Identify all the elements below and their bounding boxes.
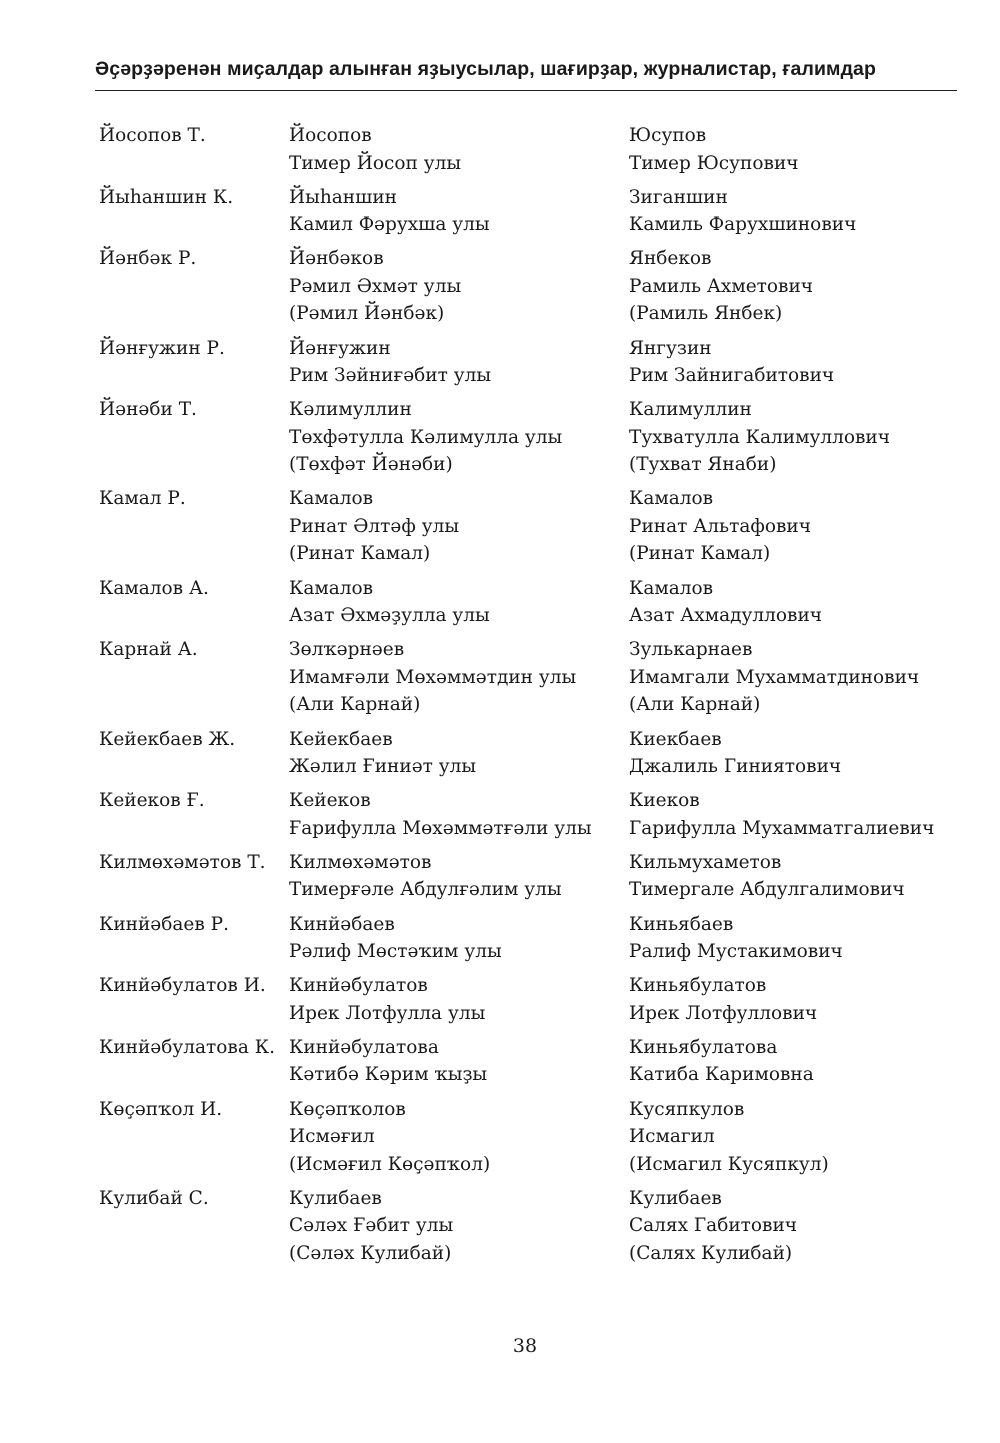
bashkir-full-name <box>289 335 629 390</box>
bashkir-name-line: Имамғәли Мөхәммәтдин улы <box>289 666 577 688</box>
russian-name-line: Камалов <box>629 488 714 510</box>
russian-name-line: (Салях Кулибай) <box>629 1242 793 1264</box>
russian-name-line: Кулибаев <box>629 1187 722 1209</box>
list-item <box>99 972 979 1027</box>
bashkir-full-name <box>289 1034 629 1089</box>
russian-name-line: (Али Карнай) <box>629 694 761 716</box>
bashkir-name-line: Ғарифулла Мөхәммәтғәли улы <box>289 817 592 839</box>
bashkir-name-line: Тимерғәле Абдулғәлим улы <box>289 879 562 901</box>
name-list <box>99 122 979 1274</box>
list-item <box>99 184 979 239</box>
russian-full-name <box>629 575 822 630</box>
russian-full-name <box>629 1185 797 1268</box>
russian-full-name <box>629 1096 829 1179</box>
russian-name-line: Кусяпкулов <box>629 1098 745 1120</box>
bashkir-name-line: Кулибаев <box>289 1187 382 1209</box>
russian-name-line: Тимер Юсупович <box>629 152 799 174</box>
bashkir-name-line: Рәмил Әхмәт улы <box>289 275 462 297</box>
russian-name-line: (Рамиль Янбек) <box>629 303 783 325</box>
page-header: Әҫәрҙәренән миҫалдар алынған яҙыусылар, шағирҙар, журналистар, ғалимдар <box>95 58 877 80</box>
list-item <box>99 726 979 781</box>
list-item <box>99 122 979 177</box>
russian-name-line: Ралиф Мустакимович <box>629 941 843 963</box>
bashkir-name-line: Азат Әхмәҙулла улы <box>289 605 490 627</box>
bashkir-full-name <box>289 911 629 966</box>
bashkir-full-name <box>289 1185 629 1268</box>
list-item <box>99 335 979 390</box>
short-name: Йыһаншин К. <box>99 186 234 208</box>
russian-name-line: Тимергале Абдулгалимович <box>629 879 905 901</box>
list-item <box>99 485 979 568</box>
short-name: Кинйәбаев Р. <box>99 913 229 935</box>
bashkir-name-line: Ирек Лотфулла улы <box>289 1002 486 1024</box>
bashkir-name-line: Килмөхәмәтов <box>289 851 432 873</box>
russian-name-line: Гарифулла Мухамматгалиевич <box>629 817 935 839</box>
list-item <box>99 787 979 842</box>
bashkir-full-name <box>289 726 629 781</box>
russian-name-line: Тухватулла Калимуллович <box>629 426 890 448</box>
list-item <box>99 1185 979 1268</box>
bashkir-full-name <box>289 575 629 630</box>
russian-name-line: Киньябулатов <box>629 975 767 997</box>
bashkir-name-line: Кинйәбулатов <box>289 975 428 997</box>
bashkir-name-line: (Али Карнай) <box>289 694 421 716</box>
russian-name-line: Юсупов <box>629 125 707 146</box>
russian-name-line: Кильмухаметов <box>629 851 782 873</box>
short-name: Кейеков Ғ. <box>99 790 205 812</box>
list-item <box>99 849 979 904</box>
bashkir-name-line: Кәлимуллин <box>289 399 412 421</box>
russian-full-name <box>629 726 841 781</box>
russian-full-name <box>629 1034 814 1089</box>
russian-name-line: Калимуллин <box>629 399 752 421</box>
bashkir-name-line: Йосопов <box>289 125 372 146</box>
bashkir-name-line: Кинйәбаев <box>289 913 395 935</box>
header-divider <box>95 90 957 91</box>
russian-full-name <box>629 636 919 719</box>
russian-name-line: Янбеков <box>629 248 712 270</box>
russian-name-line: Киеков <box>629 790 700 812</box>
russian-name-line: Киньябаев <box>629 913 734 935</box>
bashkir-name-line: (Төхфәт Йәнәби) <box>289 454 453 476</box>
bashkir-name-line: Сәләх Ғәбит улы <box>289 1215 454 1237</box>
russian-full-name <box>629 335 834 390</box>
short-name: Камалов А. <box>99 577 209 599</box>
bashkir-name-line: Кейекбаев <box>289 728 393 750</box>
bashkir-name-line: Кәтибә Кәрим ҡыҙы <box>289 1064 488 1086</box>
bashkir-full-name <box>289 787 629 842</box>
list-item <box>99 575 979 630</box>
russian-name-line: Зиганшин <box>629 186 728 208</box>
russian-name-line: Зулькарнаев <box>629 639 753 661</box>
bashkir-name-line: Көҫәпҡолов <box>289 1098 406 1120</box>
short-name: Йәнбәк Р. <box>99 248 197 270</box>
bashkir-name-line: Йәнбәков <box>289 248 384 270</box>
bashkir-name-line: Төхфәтулла Кәлимулла улы <box>289 426 563 448</box>
russian-full-name <box>629 485 811 568</box>
bashkir-full-name <box>289 636 629 719</box>
russian-full-name <box>629 245 813 328</box>
list-item <box>99 636 979 719</box>
russian-full-name <box>629 849 905 904</box>
bashkir-name-line: Йыһаншин <box>289 186 397 208</box>
bashkir-name-line: (Исмәғил Көҫәпҡол) <box>289 1153 491 1175</box>
bashkir-name-line: (Ринат Камал) <box>289 543 431 565</box>
russian-name-line: Джалиль Гиниятович <box>629 756 842 777</box>
russian-name-line: Киекбаев <box>629 728 722 750</box>
russian-name-line: (Тухват Янаби) <box>629 454 777 476</box>
russian-full-name <box>629 184 856 239</box>
bashkir-full-name <box>289 849 629 904</box>
russian-name-line: Имамгали Мухамматдинович <box>629 666 920 688</box>
bashkir-name-line: (Сәләх Кулибай) <box>289 1242 452 1264</box>
list-item <box>99 245 979 328</box>
bashkir-name-line: Камалов <box>289 488 374 510</box>
list-item <box>99 1034 979 1089</box>
bashkir-name-line: Рим Зәйниғәбит улы <box>289 365 492 387</box>
short-name: Йосопов Т. <box>99 125 206 146</box>
bashkir-name-line: Жәлил Ғиниәт улы <box>289 756 477 777</box>
russian-full-name <box>629 911 843 966</box>
russian-name-line: Камиль Фарухшинович <box>629 214 857 236</box>
russian-name-line: Киньябулатова <box>629 1036 778 1058</box>
bashkir-full-name <box>289 1096 629 1179</box>
short-name: Карнай А. <box>99 639 198 661</box>
bashkir-name-line: Йәнғужин <box>289 337 391 359</box>
bashkir-name-line: Ринат Әлтәф улы <box>289 515 460 537</box>
russian-name-line: Ринат Альтафович <box>629 515 811 537</box>
bashkir-name-line: Кинйәбулатова <box>289 1036 439 1058</box>
russian-name-line: Азат Ахмадуллович <box>629 605 823 627</box>
bashkir-full-name <box>289 485 629 568</box>
russian-name-line: Рим Зайнигабитович <box>629 365 835 387</box>
russian-name-line: Камалов <box>629 577 714 599</box>
russian-name-line: Рамиль Ахметович <box>629 275 814 297</box>
bashkir-name-line: Камил Фәрухша улы <box>289 214 490 236</box>
short-name: Килмөхәмәтов Т. <box>99 851 266 873</box>
russian-name-line: Янгузин <box>629 337 712 359</box>
bashkir-name-line: Рәлиф Мөстәҡим улы <box>289 941 502 963</box>
russian-name-line: Катиба Каримовна <box>629 1064 814 1086</box>
page-number: 38 <box>512 1335 538 1357</box>
russian-name-line: (Исмагил Кусяпкул) <box>629 1153 829 1175</box>
list-item <box>99 396 979 479</box>
short-name: Йәнғужин Р. <box>99 337 225 359</box>
short-name: Кинйәбулатов И. <box>99 975 266 997</box>
russian-full-name <box>629 122 799 177</box>
bashkir-full-name <box>289 972 629 1027</box>
short-name: Кулибай С. <box>99 1187 209 1209</box>
bashkir-full-name <box>289 245 629 328</box>
bashkir-name-line: Исмәғил <box>289 1126 375 1148</box>
russian-name-line: Исмагил <box>629 1126 715 1148</box>
short-name: Көҫәпҡол И. <box>99 1098 223 1120</box>
russian-full-name <box>629 972 817 1027</box>
russian-name-line: Салях Габитович <box>629 1215 798 1237</box>
bashkir-full-name <box>289 184 629 239</box>
short-name: Камал Р. <box>99 488 186 510</box>
bashkir-name-line: Зөлҡәрнәев <box>289 639 405 661</box>
bashkir-name-line: Тимер Йосоп улы <box>289 152 462 174</box>
short-name: Кинйәбулатова К. <box>99 1036 275 1058</box>
short-name: Йәнәби Т. <box>99 399 197 421</box>
short-name: Кейекбаев Ж. <box>99 728 236 750</box>
list-item <box>99 1096 979 1179</box>
bashkir-name-line: Камалов <box>289 577 374 599</box>
russian-full-name <box>629 396 890 479</box>
russian-name-line: Ирек Лотфуллович <box>629 1002 818 1024</box>
list-item <box>99 911 979 966</box>
bashkir-full-name <box>289 396 629 479</box>
russian-name-line: (Ринат Камал) <box>629 543 771 565</box>
bashkir-name-line: (Рәмил Йәнбәк) <box>289 303 445 325</box>
russian-full-name <box>629 787 934 842</box>
bashkir-full-name <box>289 122 629 177</box>
bashkir-name-line: Кейеков <box>289 790 371 812</box>
